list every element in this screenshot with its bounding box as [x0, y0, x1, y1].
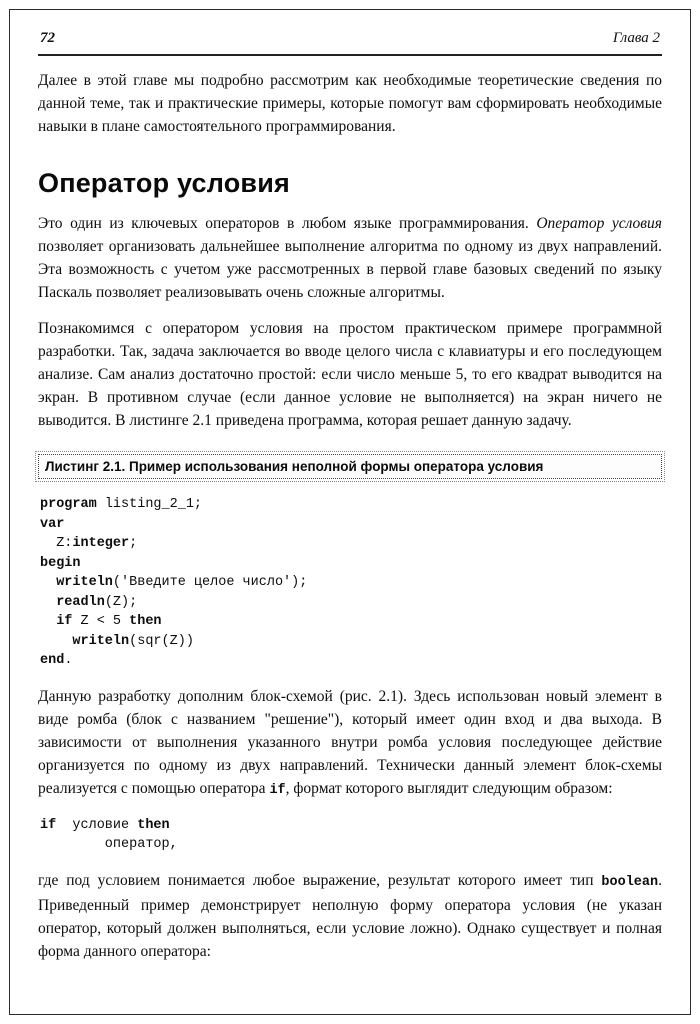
listing-title: Листинг 2.1. Пример использования неполной формы оператора условия: [45, 459, 544, 474]
code-line: readln(Z);: [56, 594, 138, 610]
code-listing-2-1: [40, 495, 662, 671]
term-italic: Оператор условия: [536, 215, 662, 232]
code-if-syntax: [40, 816, 662, 855]
paragraph-intro: Далее в этой главе мы подробно рассмотрим как необходимые теоретические сведения по данной теме, так и практические примеры, которые помогут вам сформировать необходимые навыки в плане самостоятельного программирования.: [38, 72, 662, 135]
page-header: [38, 30, 662, 56]
paragraph-flowchart: [38, 685, 662, 802]
inline-code-boolean: boolean: [601, 874, 659, 890]
paragraph-operator: [38, 212, 662, 304]
book-page: [9, 9, 691, 1015]
text-run: , формат которого выглядит следующим образом:: [285, 779, 613, 797]
text-run: Это один из ключевых операторов в любом языке программирования.: [38, 215, 537, 232]
code-line: end.: [40, 653, 73, 668]
text-run: где под условием понимается любое выражение, результат которого имеет тип: [38, 871, 602, 889]
text-run: Данную разработку дополним блок-схемой (рис. 2.1). Здесь использован новый элемент в виде ромба (блок с названием "решение"), который имеет один вход и два выхода. В зависимости от выполнения указанного внутри ромба условия последующее действие организуется по одному из двух направлений. Технически данный элемент блок-схемы реализуется с помощью оператора: [38, 687, 662, 797]
code-line: оператор,: [40, 837, 178, 852]
code-line: writeln('Введите целое число');: [56, 575, 308, 590]
chapter-label: Глава 2: [612, 30, 660, 46]
text-run: позволяет организовать дальнейшее выполнение алгоритма по одному из двух направлений. Эта возможность с учетом уже рассмотренных в первой главе базовых сведений по языку Паскаль позволяет реализовывать очень сложные алгоритмы.: [38, 238, 662, 301]
code-line: Z:integer;: [40, 536, 138, 551]
code-line: begin: [40, 555, 81, 571]
page-number: 72: [40, 30, 55, 46]
inline-code-if: if: [269, 782, 286, 798]
listing-title-bar: [38, 454, 662, 479]
code-line: if Z < 5 then: [56, 614, 162, 629]
code-line: var: [40, 516, 65, 532]
paragraph-task: Познакомимся с оператором условия на простом практическом примере программной разработки. Так, задача заключается во вводе целого числа с клавиатуры и его последующем анализе. Сам анализ достаточно простой: если число меньше 5, то его квадрат выводится на экран. В противном случае (если данное условие не выполняется) на экран ничего не выводится. В листинге 2.1 приведена программа, которая решает данную задачу.: [38, 320, 662, 429]
code-line: if условие then: [40, 817, 170, 833]
paragraph-boolean: [38, 869, 662, 963]
code-line: writeln(sqr(Z)): [72, 633, 194, 649]
section-title: Оператор условия: [38, 168, 290, 198]
text-run: . Приведенный пример демонстрирует неполную форму оператора условия (не указан оператор, который должен выполняться, если условие ложно). Однако существует и полная форма данного оператора:: [38, 871, 662, 960]
code-line: program listing_2_1;: [40, 497, 203, 512]
